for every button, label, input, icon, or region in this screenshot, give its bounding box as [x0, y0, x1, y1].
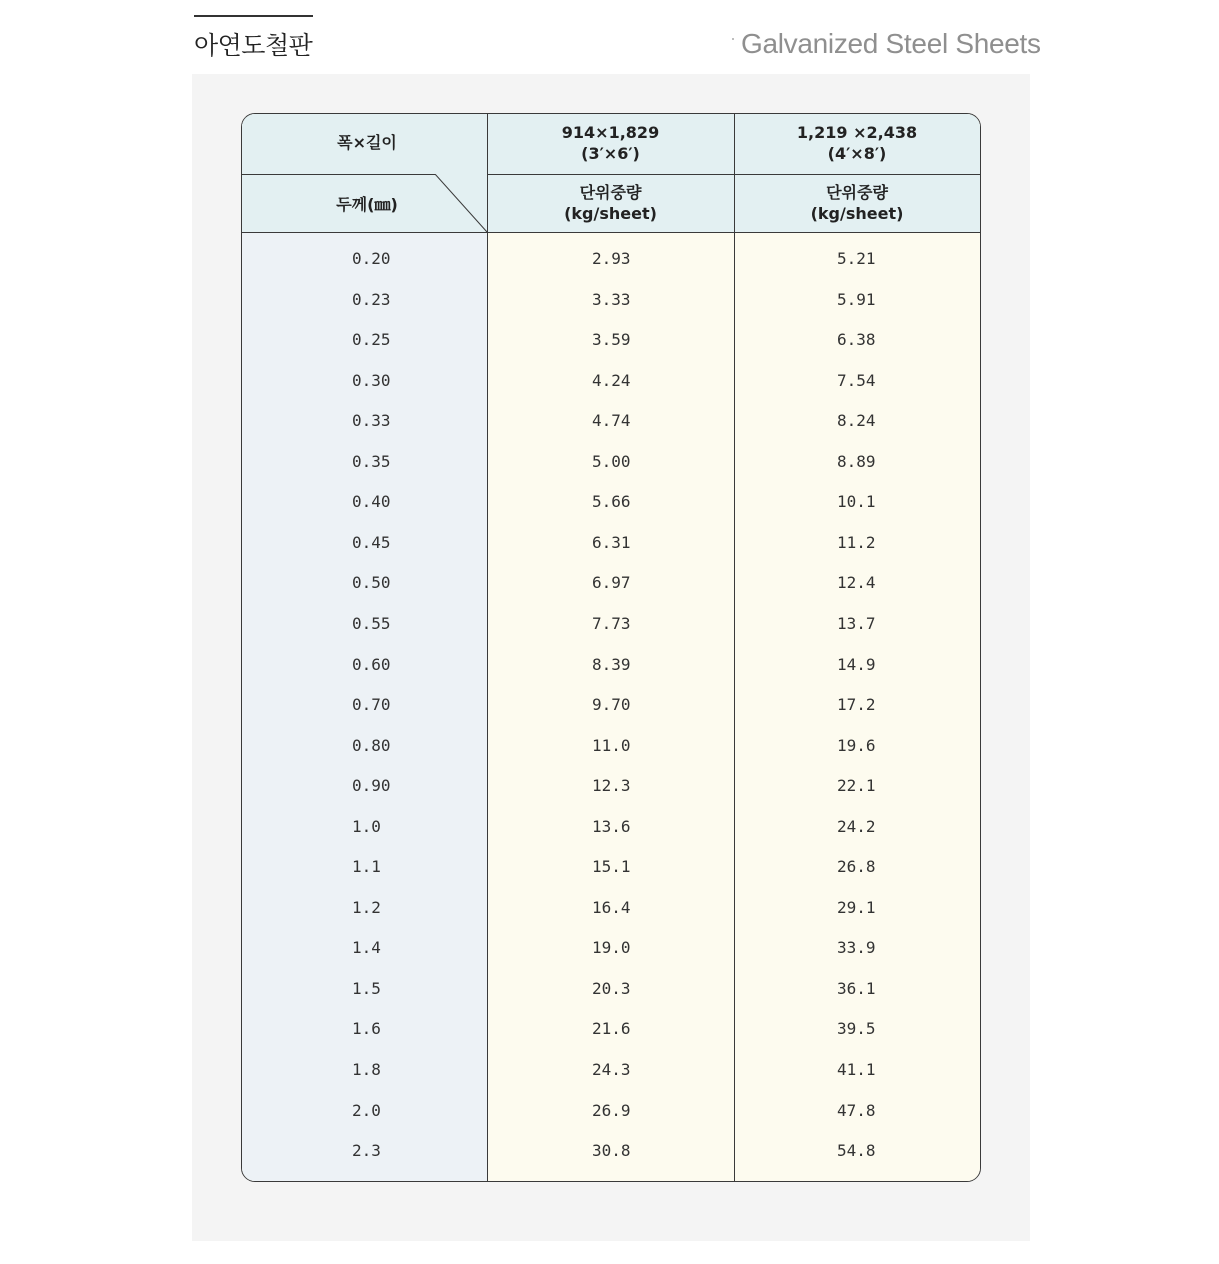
table-row: [242, 726, 980, 766]
thickness-cell: 0.50: [352, 573, 391, 593]
weight-1219x2438-cell: 11.2: [837, 532, 876, 552]
size2-mm: 1,219 ×2,438: [796, 123, 918, 142]
weight-914x1829-cell: 7.73: [592, 613, 631, 633]
thickness-cell: 0.60: [352, 654, 391, 674]
thickness-cell: 0.55: [352, 613, 391, 633]
weight-1219x2438-cell: 6.38: [837, 330, 876, 350]
table-row: [242, 807, 980, 847]
table-row: [242, 888, 980, 928]
table-row: [242, 1091, 980, 1131]
table-row: [242, 847, 980, 887]
size1-ft: (3′×6′): [581, 144, 640, 163]
weight-1219x2438-cell: 12.4: [837, 573, 876, 593]
weight-914x1829-cell: 19.0: [592, 938, 631, 958]
page-title-english: Galvanized Steel Sheets: [741, 28, 1041, 59]
thickness-cell: 1.2: [352, 897, 381, 917]
thickness-cell: 1.1: [352, 857, 381, 877]
weight-914x1829-cell: 16.4: [592, 897, 631, 917]
weight-1219x2438-cell: 17.2: [837, 695, 876, 715]
weight-1219x2438-cell: 5.91: [837, 289, 876, 309]
unit-weight-unit-2: (kg/sheet): [810, 204, 904, 223]
weight-914x1829-cell: 2.93: [592, 249, 631, 268]
table-row: [242, 685, 980, 725]
table-row: [242, 1050, 980, 1090]
weight-914x1829-cell: 20.3: [592, 978, 631, 998]
weight-1219x2438-cell: 14.9: [837, 654, 876, 674]
unit-weight-unit-1: (kg/sheet): [564, 204, 657, 223]
weight-914x1829-cell: 3.59: [592, 330, 631, 350]
weight-914x1829-cell: 4.24: [592, 370, 631, 390]
thickness-cell: 0.33: [352, 411, 391, 431]
table-row: [242, 969, 980, 1009]
thickness-cell: 1.0: [352, 816, 381, 836]
weight-1219x2438-cell: 29.1: [837, 897, 876, 917]
header-thickness: 두께(㎜): [336, 195, 398, 214]
thickness-cell: 2.0: [352, 1100, 381, 1120]
weight-914x1829-cell: 13.6: [592, 816, 631, 836]
weight-1219x2438-cell: 26.8: [837, 857, 876, 877]
table-row: [242, 442, 980, 482]
weight-1219x2438-cell: 39.5: [837, 1019, 876, 1039]
weight-1219x2438-cell: 36.1: [837, 978, 876, 998]
weight-1219x2438-cell: 10.1: [837, 492, 876, 512]
table-row: [242, 928, 980, 968]
thickness-cell: 0.90: [352, 776, 391, 796]
header-size-914x1829: [487, 122, 734, 164]
thickness-cell: 1.8: [352, 1060, 381, 1079]
thickness-cell: 1.5: [352, 978, 381, 998]
thickness-cell: 0.25: [352, 330, 391, 350]
weight-914x1829-cell: 4.74: [592, 411, 631, 431]
table-row: [242, 401, 980, 441]
thickness-cell: 1.6: [352, 1019, 381, 1039]
weight-914x1829-cell: 9.70: [592, 695, 631, 715]
thickness-cell: 0.70: [352, 695, 391, 715]
weight-1219x2438-cell: 22.1: [837, 776, 876, 796]
thickness-cell: 1.4: [352, 938, 381, 958]
thickness-cell: 0.45: [352, 532, 391, 552]
table-row: [242, 766, 980, 806]
thickness-cell: 0.80: [352, 735, 391, 755]
title-dot: [732, 38, 734, 40]
weight-914x1829-cell: 5.00: [592, 451, 631, 471]
weight-914x1829-cell: 11.0: [592, 735, 631, 755]
weight-914x1829-cell: 21.6: [592, 1019, 631, 1039]
weight-1219x2438-cell: 8.89: [837, 451, 876, 471]
table-row: [242, 361, 980, 401]
weight-914x1829-cell: 30.8: [592, 1141, 631, 1161]
weight-914x1829-cell: 6.31: [592, 532, 631, 552]
thickness-cell: 2.3: [352, 1141, 381, 1161]
weight-914x1829-cell: 24.3: [592, 1060, 631, 1079]
weight-1219x2438-cell: 24.2: [837, 816, 876, 836]
table-row: [242, 320, 980, 360]
weight-1219x2438-cell: 47.8: [837, 1100, 876, 1120]
weight-914x1829-cell: 12.3: [592, 776, 631, 796]
table-row: [242, 604, 980, 644]
weight-914x1829-cell: 15.1: [592, 857, 631, 877]
weight-914x1829-cell: 8.39: [592, 654, 631, 674]
title-rule: [194, 15, 313, 17]
weight-1219x2438-cell: 19.6: [837, 735, 876, 755]
weight-914x1829-cell: 3.33: [592, 289, 631, 309]
weight-table: [241, 113, 981, 1182]
weight-1219x2438-cell: 8.24: [837, 411, 876, 431]
weight-914x1829-cell: 5.66: [592, 492, 631, 512]
size2-ft: (4′×8′): [827, 144, 887, 163]
unit-weight-label-1: 단위중량: [579, 183, 642, 202]
table-row: [242, 563, 980, 603]
header-width-length: 폭×길이: [337, 133, 397, 152]
table-row: [242, 239, 980, 279]
weight-1219x2438-cell: 13.7: [837, 613, 876, 633]
weight-1219x2438-cell: 5.21: [837, 249, 876, 268]
weight-914x1829-cell: 6.97: [592, 573, 631, 593]
table-row: [242, 280, 980, 320]
thickness-cell: 0.35: [352, 451, 391, 471]
table-row: [242, 1131, 980, 1171]
weight-1219x2438-cell: 54.8: [837, 1141, 876, 1161]
table-row: [242, 1009, 980, 1049]
thickness-cell: 0.23: [352, 289, 391, 309]
table-row: [242, 523, 980, 563]
header-unit-weight-1: [487, 182, 734, 224]
thickness-cell: 0.20: [352, 249, 391, 268]
weight-914x1829-cell: 26.9: [592, 1100, 631, 1120]
weight-1219x2438-cell: 33.9: [837, 938, 876, 958]
header-split-line: [487, 174, 980, 175]
weight-1219x2438-cell: 41.1: [837, 1060, 876, 1079]
table-row: [242, 645, 980, 685]
size1-mm: 914×1,829: [561, 123, 660, 142]
page-title-korean: 아연도철판: [194, 31, 313, 60]
unit-weight-label-2: 단위중량: [826, 183, 888, 202]
header-size-1219x2438: [734, 122, 980, 164]
thickness-cell: 0.30: [352, 370, 391, 390]
table-row: [242, 482, 980, 522]
header-unit-weight-2: [734, 182, 980, 224]
weight-1219x2438-cell: 7.54: [837, 370, 876, 390]
thickness-cell: 0.40: [352, 492, 391, 512]
